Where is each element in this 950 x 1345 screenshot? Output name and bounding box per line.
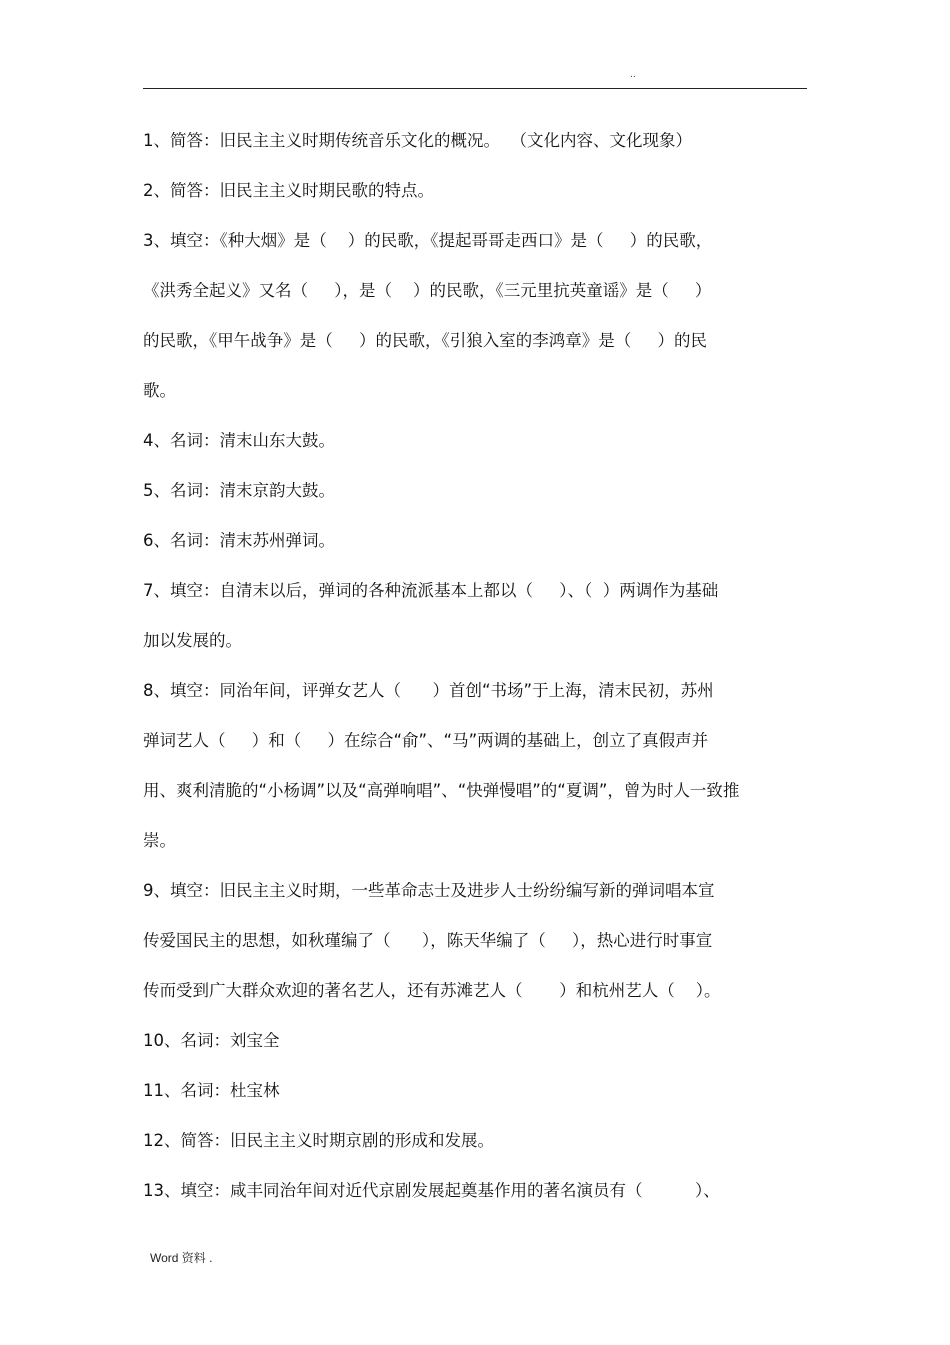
- question-3-line-4: 歌。: [143, 381, 176, 400]
- question-2: 2、简答：旧民主主义时期民歌的特点。: [143, 181, 434, 200]
- question-5: 5、名词：清末京韵大鼓。: [143, 481, 335, 500]
- question-7-line-2: 加以发展的。: [143, 631, 242, 650]
- question-3-line-1: 3、填空：《种大烟》是（ ）的民歌，《提起哥哥走西口》是（ ）的民歌，: [143, 231, 713, 250]
- question-9-line-2: 传爱国民主的思想，如秋瑾编了（ ），陈天华编了（ ），热心进行时事宣: [143, 931, 713, 950]
- question-4: 4、名词：清末山东大鼓。: [143, 431, 335, 450]
- question-8-line-3: 用、爽利清脆的“小杨调”以及“高弹响唱”、“快弹慢唱”的“夏调”，曾为时人一致推: [143, 781, 740, 800]
- page-footer: Word 资料 .: [150, 1251, 213, 1265]
- question-13-line-1: 13、填空：咸丰同治年间对近代京剧发展起奠基作用的著名演员有（ ）、: [143, 1181, 720, 1200]
- question-3-line-3: 的民歌，《甲午战争》是（ ）的民歌，《引狼入室的李鸿章》是（ ）的民: [143, 331, 707, 350]
- question-3-line-2: 《洪秀全起义》又名（ ），是（ ）的民歌，《三元里抗英童谣》是（ ）: [143, 281, 712, 300]
- header-rule: [143, 88, 807, 89]
- question-9-line-3: 传而受到广大群众欢迎的著名艺人，还有苏滩艺人（ ）和杭州艺人（ ）。: [143, 981, 721, 1000]
- header-mark: ..: [630, 70, 636, 80]
- question-10: 10、名词：刘宝全: [143, 1031, 280, 1050]
- question-1: 1、简答：旧民主主义时期传统音乐文化的概况。 （文化内容、文化现象）: [143, 131, 692, 150]
- question-8-line-4: 崇。: [143, 831, 176, 850]
- question-8-line-2: 弹词艺人（ ）和（ ）在综合“俞”、“马”两调的基础上，创立了真假声并: [143, 731, 709, 750]
- question-7-line-1: 7、填空：自清末以后，弹词的各种流派基本上都以（ ）、（ ）两调作为基础: [143, 581, 719, 600]
- question-11: 11、名词：杜宝林: [143, 1081, 280, 1100]
- question-12: 12、简答：旧民主主义时期京剧的形成和发展。: [143, 1131, 494, 1150]
- question-6: 6、名词：清末苏州弹词。: [143, 531, 335, 550]
- question-9-line-1: 9、填空：旧民主主义时期，一些革命志士及进步人士纷纷编写新的弹词唱本宣: [143, 881, 715, 900]
- question-8-line-1: 8、填空：同治年间，评弹女艺人（ ）首创“书场”于上海，清末民初，苏州: [143, 681, 714, 700]
